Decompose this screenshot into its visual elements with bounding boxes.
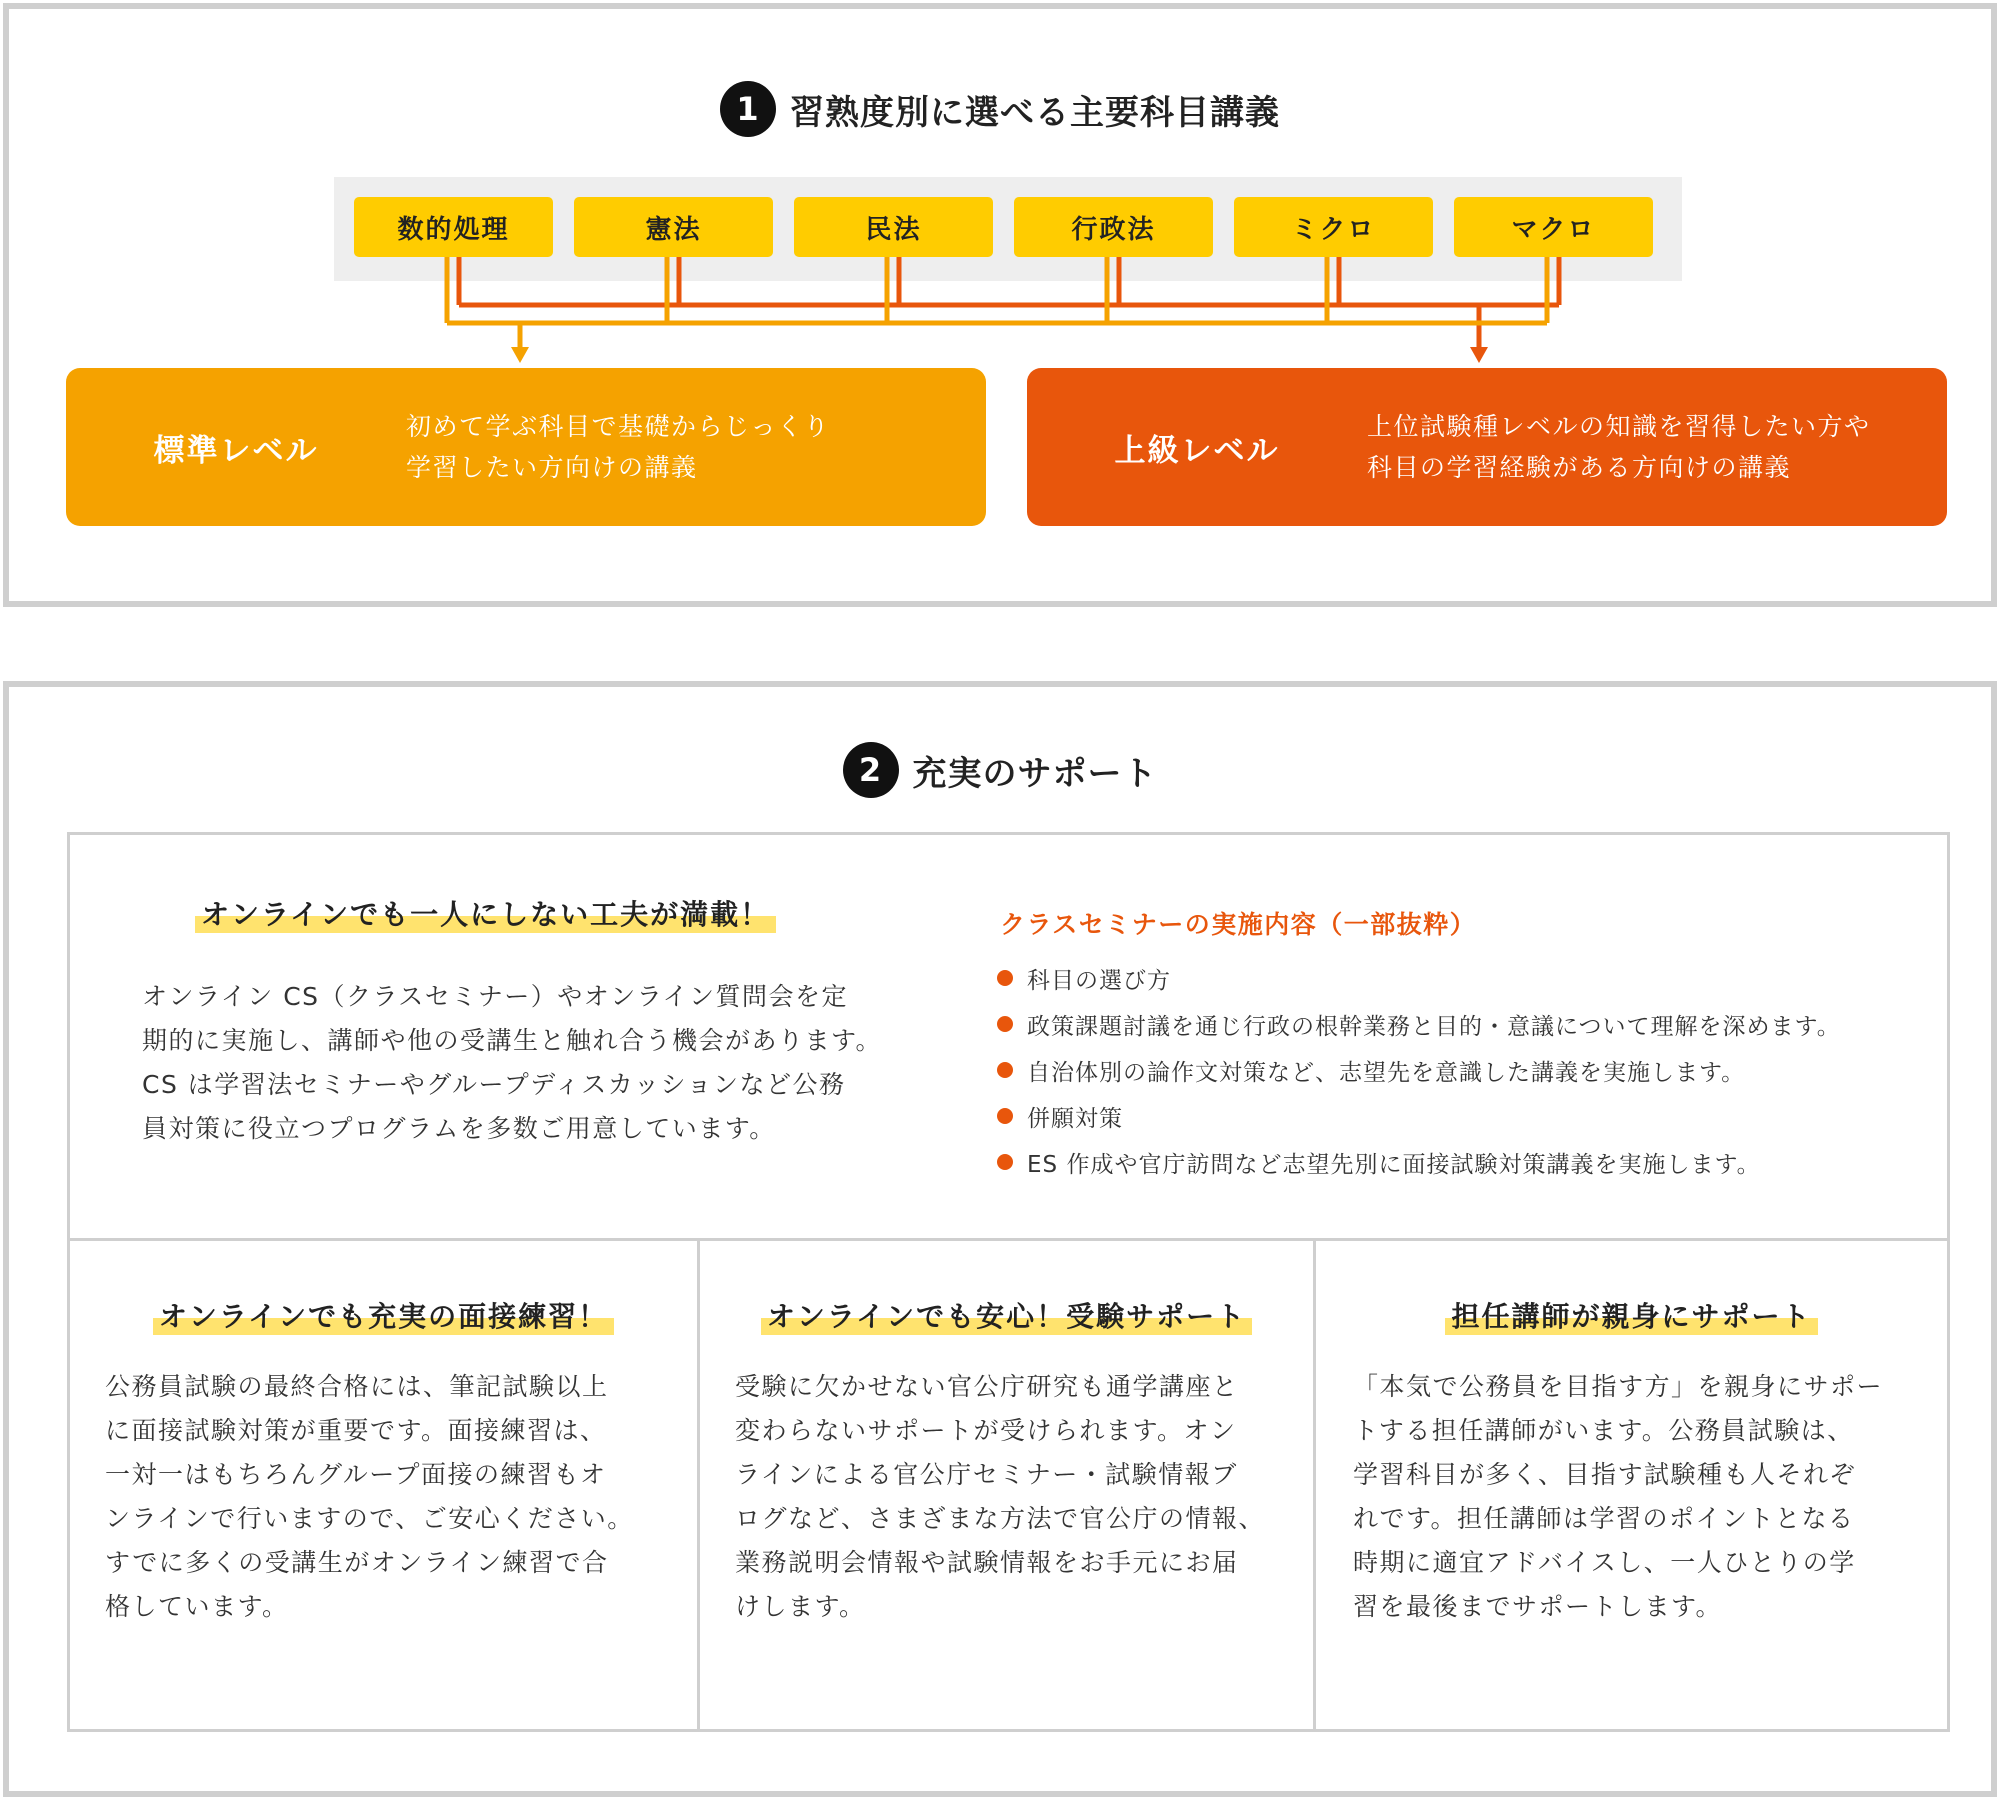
section-1-title: 習熟度別に選べる主要科目講義 <box>790 92 1280 133</box>
paragraph-line: CS は学習法セミナーやグループディスカッションなど公務 <box>142 1070 846 1099</box>
arrow-down-advanced-icon <box>1470 347 1488 363</box>
interview-text <box>105 1365 634 1629</box>
section-number-badge: 1 <box>720 81 776 137</box>
support-grid <box>67 832 1950 1732</box>
paragraph-line: に面接試験対策が重要です。面接練習は、 <box>105 1416 607 1445</box>
online-support-heading-text: オンラインでも一人にしない工夫が満載！ <box>195 893 776 933</box>
paragraph-line: 公務員試験の最終合格には、筆記試験以上 <box>105 1372 609 1401</box>
standard-level-box <box>66 368 986 526</box>
list-item <box>997 1047 1841 1093</box>
advanced-level-box <box>1027 368 1947 526</box>
paragraph-line: 時期に適宜アドバイスし、一人ひとりの学 <box>1353 1548 1856 1577</box>
paragraph-line: ログなど、さまざまな方法で官公庁の情報、 <box>735 1504 1266 1533</box>
online-support-text <box>142 975 882 1151</box>
tutor-support-text <box>1353 1365 1883 1629</box>
standard-level-description <box>406 406 830 488</box>
paragraph-line: 変わらないサポートが受けられます。オン <box>735 1416 1237 1445</box>
paragraph-line: 習を最後までサポートします。 <box>1353 1592 1723 1621</box>
bullet-dot-icon <box>997 1016 1013 1032</box>
desc-line: 学習したい方向けの講義 <box>406 453 698 482</box>
subject-gyoseiho: 行政法 <box>1014 197 1213 257</box>
list-item-text: ES 作成や官庁訪問など志望先別に面接試験対策講義を実施します。 <box>1027 1151 1761 1178</box>
paragraph-line: 受験に欠かせない官公庁研究も通学講座と <box>735 1372 1239 1401</box>
list-item-text: 科目の選び方 <box>1027 967 1171 994</box>
paragraph-line: ラインによる官公庁セミナー・試験情報ブ <box>735 1460 1238 1489</box>
list-item <box>997 1001 1841 1047</box>
desc-line: 上位試験種レベルの知識を習得したい方や <box>1367 412 1871 441</box>
subject-micro: ミクロ <box>1234 197 1433 257</box>
list-item-text: 政策課題討議を通じ行政の根幹業務と目的・意議について理解を深めます。 <box>1027 1013 1841 1040</box>
paragraph-line: けします。 <box>735 1592 866 1621</box>
online-support-heading <box>195 893 776 933</box>
exam-support-heading <box>700 1295 1313 1335</box>
paragraph-line: 業務説明会情報や試験情報をお手元にお届 <box>735 1548 1239 1577</box>
paragraph-line: 一対一はもちろんグループ面接の練習もオ <box>105 1460 607 1489</box>
arrow-down-standard-icon <box>511 347 529 363</box>
subject-suteki-shori: 数的処理 <box>354 197 553 257</box>
list-item <box>997 1139 1841 1185</box>
subject-macro: マクロ <box>1454 197 1653 257</box>
paragraph-line: 学習科目が多く、目指す試験種も人それぞ <box>1353 1460 1857 1489</box>
interview-heading <box>70 1295 697 1335</box>
paragraph-line: オンライン CS（クラスセミナー）やオンライン質問会を定 <box>142 982 849 1011</box>
desc-line: 科目の学習経験がある方向けの講義 <box>1367 453 1792 482</box>
section-2-title: 充実のサポート <box>912 753 1158 794</box>
paragraph-line: すでに多くの受講生がオンライン練習で合 <box>105 1548 609 1577</box>
interview-heading-text: オンラインでも充実の面接練習！ <box>153 1295 614 1335</box>
list-item <box>997 1093 1841 1139</box>
list-item-text: 併願対策 <box>1027 1105 1123 1132</box>
advanced-level-description <box>1367 406 1871 488</box>
paragraph-line: 「本気で公務員を目指す方」を親身にサポー <box>1353 1372 1884 1401</box>
exam-support-heading-text: オンラインでも安心！受験サポート <box>761 1295 1252 1335</box>
bullet-dot-icon <box>997 1154 1013 1170</box>
paragraph-line: 期的に実施し、講師や他の受講生と触れ合う機会があります。 <box>142 1026 883 1055</box>
bullet-dot-icon <box>997 1062 1013 1078</box>
tutor-support-heading <box>1316 1295 1947 1335</box>
subject-level-connectors <box>9 9 1991 409</box>
class-seminar-heading: クラスセミナーの実施内容（一部抜粋） <box>1000 910 1477 939</box>
grid-divider <box>70 1238 1947 1241</box>
bullet-dot-icon <box>997 1108 1013 1124</box>
exam-support-text <box>735 1365 1265 1629</box>
desc-line: 初めて学ぶ科目で基礎からじっくり <box>406 412 831 441</box>
standard-level-name: 標準レベル <box>153 432 319 469</box>
class-seminar-list <box>997 955 1841 1185</box>
section-number-badge: 2 <box>843 742 899 798</box>
list-item <box>997 955 1841 1001</box>
standard-connector-lines <box>447 257 1547 363</box>
paragraph-line: トする担任講師がいます。公務員試験は、 <box>1353 1416 1854 1445</box>
paragraph-line: 員対策に役立つプログラムを多数ご用意しています。 <box>142 1114 776 1143</box>
subject-minpo: 民法 <box>794 197 993 257</box>
paragraph-line: ンラインで行いますので、ご安心ください。 <box>105 1504 634 1533</box>
list-item-text: 自治体別の論作文対策など、志望先を意識した講義を実施します。 <box>1027 1059 1746 1086</box>
advanced-level-name: 上級レベル <box>1114 432 1280 469</box>
paragraph-line: れです。担任講師は学習のポイントとなる <box>1353 1504 1855 1533</box>
support-panel <box>3 681 1997 1797</box>
tutor-support-heading-text: 担任講師が親身にサポート <box>1445 1295 1817 1335</box>
subject-kenpo: 憲法 <box>574 197 773 257</box>
paragraph-line: 格しています。 <box>105 1592 289 1621</box>
advanced-connector-lines <box>459 257 1559 363</box>
lecture-levels-panel <box>3 3 1997 607</box>
bullet-dot-icon <box>997 970 1013 986</box>
section-2-heading <box>9 742 1991 798</box>
